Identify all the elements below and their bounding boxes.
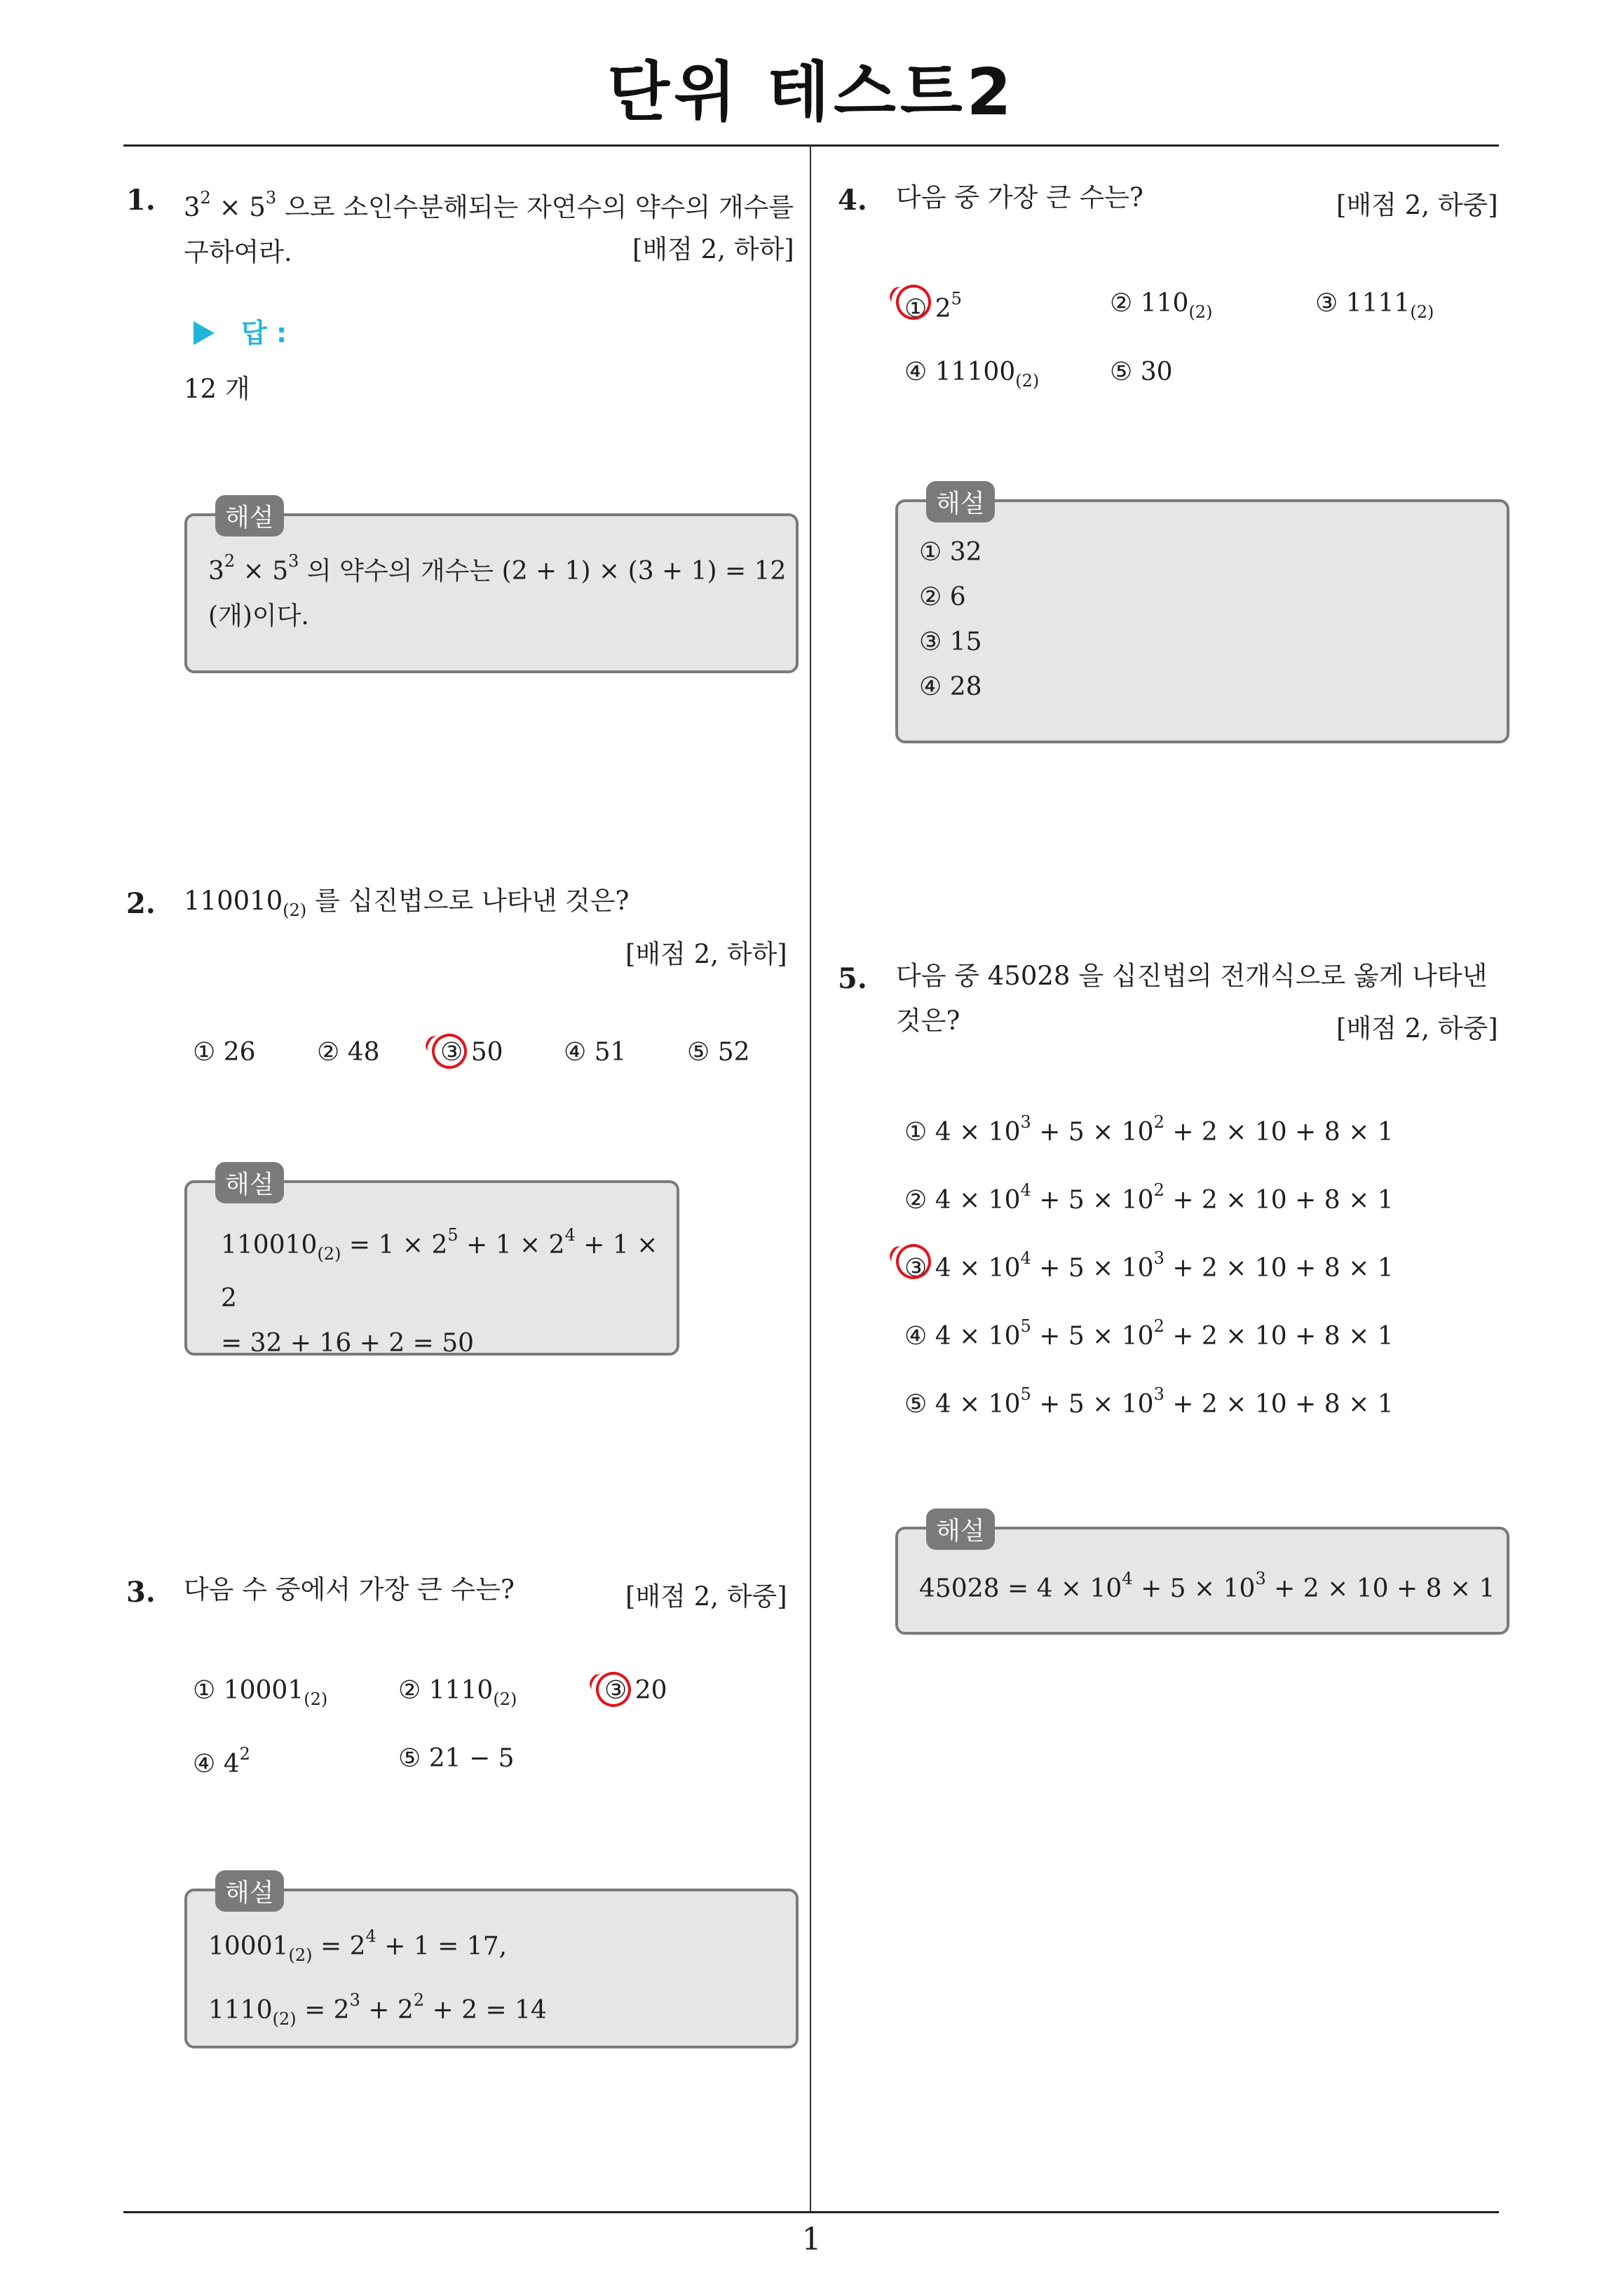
page-title: 단위 테스트2	[607, 55, 1016, 130]
column-divider	[810, 145, 811, 2212]
question-1-number: 1.	[126, 184, 156, 217]
explanation-box-4	[895, 489, 1509, 743]
answer-label: 답 :	[193, 311, 287, 350]
question-4-text: 다음 중 가장 큰 수는?	[896, 182, 1143, 212]
question-1-line2: 구하여라.	[184, 237, 292, 267]
question-4-score: [배점 2, 하중]	[1336, 190, 1498, 220]
answer-mark-circle	[591, 1667, 636, 1712]
top-rule	[123, 144, 1499, 147]
q4-choice-4[interactable]: ④ $11100_{(2)}$	[904, 358, 1040, 391]
explanation-box-3	[184, 1879, 799, 2048]
q5-choice-3[interactable]: ③ $4 \times 10^4 + 5 \times 10^3 + 2 \times 10 + 8 \times 1$	[904, 1248, 1394, 1283]
explanation-box-5	[895, 1517, 1509, 1635]
q4-choice-1[interactable]: ① $2^5$	[904, 289, 962, 323]
explanation-tag: 해설	[215, 1870, 284, 1912]
explanation-tag: 해설	[926, 1508, 995, 1550]
question-3-text: 다음 수 중에서 가장 큰 수는?	[184, 1574, 515, 1605]
q4-choice-3[interactable]: ③ $1111_{(2)}$	[1315, 289, 1434, 322]
question-1-score: [배점 2, 하하]	[632, 234, 794, 264]
question-5-text: 다음 중 45028 을 십진법의 전개식으로 옳게 나타낸 것은?	[896, 961, 1488, 1036]
q3-choice-1[interactable]: ① $10001_{(2)}$	[193, 1676, 328, 1709]
q2-choice-5[interactable]: ⑤ 52	[687, 1038, 750, 1067]
q3-choice-4[interactable]: ④ $4^2$	[193, 1744, 250, 1778]
q5-choice-1[interactable]: ① $4 \times 10^3 + 5 \times 10^2 + 2 \times 10 + 8 \times 1$	[904, 1112, 1394, 1147]
triangle-icon	[193, 321, 215, 345]
question-2-text: $110010_{(2)}$ 를 십진법으로 나타낸 것은?	[184, 886, 630, 920]
q5-choice-5[interactable]: ⑤ $4 \times 10^5 + 5 \times 10^3 + 2 \times 10 + 8 \times 1$	[904, 1384, 1394, 1419]
explanation-1-text: $3^2 \times 5^3$ 의 약수의 개수는 (2 + 1) × (3 + 1) = 12 (개)이다.	[208, 551, 787, 630]
question-1-math: $3^2 \times 5^3$	[184, 188, 277, 222]
explanation-2-text: $110010_{(2)} = 1 \times 2^5 + 1 \times 2^4 + 1 \times 2$ = 32 + 16 + 2 = 50	[221, 1225, 658, 1358]
explanation-box-1	[184, 504, 799, 673]
q3-choice-5[interactable]: ⑤ 21 − 5	[398, 1744, 515, 1773]
q2-choice-4[interactable]: ④ 51	[564, 1038, 627, 1067]
question-1-line1: 으로 소인수분해되는 자연수의 약수의 개수를	[284, 192, 794, 222]
question-2-number: 2.	[126, 887, 156, 920]
q3-choice-3[interactable]: ③ 20	[604, 1676, 667, 1705]
q2-choice-2[interactable]: ② 48	[317, 1038, 380, 1067]
q4-choice-5[interactable]: ⑤ 30	[1110, 358, 1173, 386]
question-1-answer: 12 개	[184, 374, 250, 404]
explanation-box-2	[184, 1170, 679, 1358]
explanation-4-text: ① 32 ② 6 ③ 15 ④ 28	[919, 538, 982, 701]
question-2-score: [배점 2, 하하]	[625, 939, 787, 969]
explanation-tag: 해설	[215, 495, 284, 536]
question-5-number: 5.	[838, 962, 867, 995]
question-3-score: [배점 2, 하중]	[625, 1581, 787, 1612]
q5-choice-2[interactable]: ② $4 \times 10^4 + 5 \times 10^2 + 2 \times 10 + 8 \times 1$	[904, 1180, 1394, 1215]
question-4-number: 4.	[838, 184, 867, 217]
question-5-score: [배점 2, 하중]	[1336, 1013, 1498, 1044]
explanation-3-text: $10001_{(2)} = 2^4 + 1 = 17$, $1110_{(2)} = 2^3 + 2^2 + 2 = 14$	[208, 1926, 547, 2029]
question-3-number: 3.	[126, 1576, 156, 1609]
q3-choice-2[interactable]: ② $1110_{(2)}$	[398, 1676, 517, 1709]
q2-choice-1[interactable]: ① 26	[193, 1038, 256, 1067]
explanation-5-text: $45028 = 4 \times 10^4 + 5 \times 10^3 + 2 \times 10 + 8 \times 1$	[919, 1569, 1495, 1603]
q2-choice-3[interactable]: ③ 50	[440, 1038, 503, 1067]
q4-choice-2[interactable]: ② $110_{(2)}$	[1110, 289, 1213, 322]
page-number: 1	[801, 2222, 822, 2257]
bottom-rule	[123, 2211, 1499, 2213]
explanation-tag: 해설	[215, 1162, 284, 1203]
q5-choice-4[interactable]: ④ $4 \times 10^5 + 5 \times 10^2 + 2 \times 10 + 8 \times 1$	[904, 1316, 1394, 1351]
explanation-tag: 해설	[926, 481, 995, 522]
answer-mark-circle	[427, 1029, 472, 1074]
